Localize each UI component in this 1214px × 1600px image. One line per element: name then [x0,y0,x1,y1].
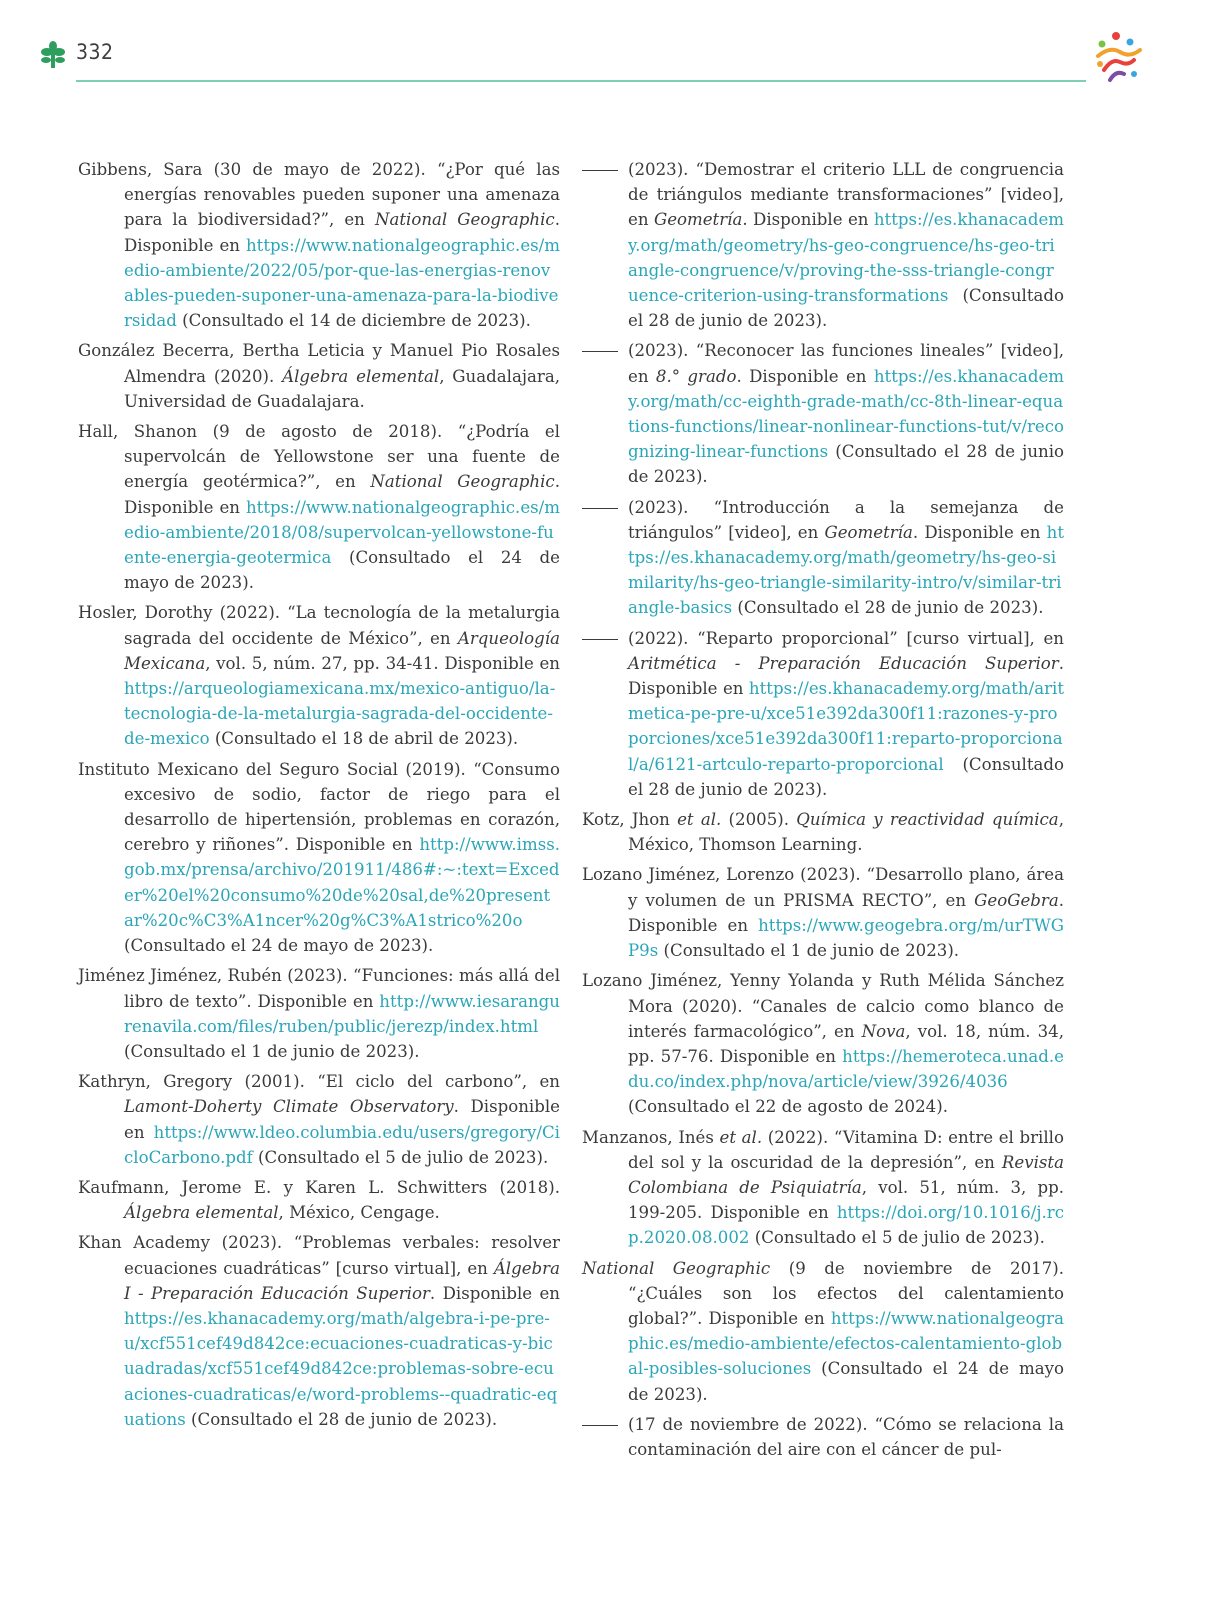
reference-entry [78,419,560,595]
plant-icon [40,40,66,70]
reference-entry [582,968,1064,1119]
ref-consulted: (Consultado el 28 de junio de 2023). [628,754,1064,799]
ref-link[interactable]: https://www.nationalgeographic.es/medio-ambiente/efectos-calentamiento-global-posibles-soluciones [628,1308,1064,1379]
ref-title: Geometría [824,522,913,542]
ref-text: . Disponible en [742,210,874,230]
ref-consulted: (Consultado el 18 de abril de 2023). [209,729,519,749]
ref-text: Lozano Jiménez, Lorenzo (2023). “Desarrollo plano, área y volumen de un PRISMA RECTO”, en [582,865,1064,910]
reference-entry [582,862,1064,963]
ref-link[interactable]: https://www.nationalgeographic.es/medio-ambiente/2018/08/supervolcan-yellowstone-fuente-energia-geotermica [124,497,560,568]
ref-text: (9 de noviembre de 2017). “¿Cuáles son los efectos del calentamiento global?”. Disponible en [628,1258,1064,1328]
ref-text: . Disponible en [912,522,1047,542]
reference-entry [582,1412,1064,1462]
ref-text: , Guadalajara, Universidad de Guadalajara. [124,366,560,411]
ref-consulted: (Consultado el 28 de junio de 2023). [185,1409,498,1429]
ref-etal: et al. [677,810,722,830]
ref-text: Kaufmann, Jerome E. y Karen L. Schwitters (2018). [78,1177,560,1197]
ref-consulted: (Consultado el 24 de mayo de 2023). [124,936,434,956]
ref-text: (2023). “Reconocer las funciones lineales” [video], en [628,341,1064,386]
ref-text: Hall, Shanon (9 de agosto de 2018). “¿Podría el supervolcán de Yellowstone ser una fuente de energía geotérmica?”, en [78,422,560,492]
reference-entry [582,338,1064,489]
ref-text: (2005). [721,810,797,830]
ref-consulted: (Consultado el 14 de diciembre de 2023). [176,311,531,331]
ref-link[interactable]: http://www.imss.gob.mx/prensa/archivo/201911/486#:~:text=Exceder%20el%20consumo%20de%20sal,de%20presentar%20c%C3%A1ncer%20g%C3%A1strico%20o [124,835,560,930]
reference-entry [582,626,1064,802]
ref-consulted: (Consultado el 1 de junio de 2023). [124,1041,420,1061]
ref-link[interactable]: https://hemeroteca.unad.edu.co/index.php/nova/article/view/3926/4036 [628,1046,1064,1092]
ref-text: , vol. 5, núm. 27, pp. 34-41. Disponible en [205,653,560,673]
ref-link[interactable]: https://arqueologiamexicana.mx/mexico-antiguo/la-tecnologia-de-la-metalurgia-sagrada-del-occidente-de-mexico [124,679,556,749]
ref-text: (17 de noviembre de 2022). “Cómo se relaciona la contaminación del aire con el cáncer de pul- [628,1414,1064,1459]
ref-text: Hosler, Dorothy (2022). “La tecnología de la metalurgia sagrada del occidente de México”, en [78,603,560,648]
ref-title: Revista Colombiana de Psiquiatría [628,1152,1064,1197]
ref-consulted: (Consultado el 28 de junio de 2023). [732,598,1044,618]
ref-title: Álgebra elemental [124,1203,279,1223]
reference-entry [582,495,1064,621]
ref-text: Lozano Jiménez, Yenny Yolanda y Ruth Mélida Sánchez Mora (2020). “Canales de calcio como blanco de interés farmacológico”, en [582,971,1064,1041]
reference-entry [582,807,1064,857]
ref-consulted: (Consultado el 24 de mayo de 2023). [628,1359,1064,1404]
ref-text: . Disponible en [124,210,560,255]
ref-text: , vol. 51, núm. 3, pp. 199-205. Disponible en [628,1177,1064,1223]
ref-title: GeoGebra [974,890,1059,910]
ref-text: (2023). “Introducción a la semejanza de triángulos” [video], en [628,497,1064,542]
ref-title: Álgebra I - Preparación Educación Superior [124,1258,560,1303]
page-number: 332 [76,40,114,64]
ref-text: . Disponible en [429,1283,560,1303]
references-right-column [582,157,1064,1467]
ref-text: . Disponible en [736,366,874,386]
ref-text: Kotz, Jhon [582,810,678,830]
ref-text: (2022). “Reparto proporcional” [curso virtual], en [628,628,1064,648]
ref-text: Instituto Mexicano del Seguro Social (2019). “Consumo excesivo de sodio, factor de riego para el desarrollo de hipertensión, problemas en corazón, cerebro y riñones”. Disponible en [78,759,560,855]
ref-title: Nova [861,1021,906,1041]
ref-link[interactable]: https://doi.org/10.1016/j.rcp.2020.08.002 [628,1203,1064,1248]
ref-title: Lamont-Doherty Climate Observatory [124,1097,454,1117]
ref-title: 8.° grado [655,366,737,386]
reference-entry [78,600,560,751]
reference-entry [78,157,560,333]
ref-text: . Disponible en [628,890,1064,935]
references-left-column [78,157,560,1437]
repeat-author-dash [582,351,618,352]
colorful-figure-logo-icon [1090,30,1146,86]
ref-text: Khan Academy (2023). “Problemas verbales: resolver ecuaciones cuadráticas” [curso virtual], en [78,1233,560,1278]
header-rule [76,80,1086,82]
ref-link[interactable]: https://es.khanacademy.org/math/cc-eighth-grade-math/cc-8th-linear-equations-functions/linear-nonlinear-functions-tut/v/recognizing-linear-functions [628,366,1065,462]
ref-text: . Disponible en [628,653,1064,699]
reference-entry [78,1069,560,1170]
ref-title: National Geographic [582,1258,771,1278]
ref-title: National Geographic [370,472,555,492]
repeat-author-dash [582,639,618,640]
reference-entry [582,157,1064,333]
ref-consulted: (Consultado el 28 de junio de 2023). [628,286,1064,331]
ref-title: Química y reactividad química [796,810,1059,830]
ref-title: Álgebra elemental [282,366,440,386]
ref-text: Manzanos, Inés [582,1127,720,1147]
ref-link[interactable]: https://www.ldeo.columbia.edu/users/gregory/CicloCarbono.pdf [124,1122,560,1167]
reference-entry [78,1230,560,1432]
page-header [0,0,1214,90]
ref-link[interactable]: https://www.nationalgeographic.es/medio-ambiente/2022/05/por-que-las-energias-renovables-pueden-suponer-una-amenaza-para-la-biodiversidad [124,235,560,331]
ref-text: . Disponible en [124,1097,560,1142]
ref-link[interactable]: https://es.khanacademy.org/math/geometry/hs-geo-similarity/hs-geo-triangle-similarity-intro/v/similar-triangle-basics [628,522,1065,618]
ref-text: , México, Thomson Learning. [628,810,1064,855]
reference-entry [78,1175,560,1225]
ref-consulted: (Consultado el 24 de mayo de 2023). [124,548,560,593]
ref-link[interactable]: https://es.khanacademy.org/math/aritmetica-pe-pre-u/xce51e392da300f11:razones-y-proporciones/xce51e392da300f11:reparto-proporcional/a/6121-artculo-reparto-proporcional [628,679,1064,774]
ref-text: . Disponible en [124,472,561,517]
ref-link[interactable]: https://www.geogebra.org/m/urTWGP9s [628,915,1064,961]
ref-text: (2023). “Demostrar el criterio LLL de congruencia de triángulos mediante transformaciones” [video], en [628,160,1064,230]
ref-text: , México, Cengage. [278,1203,440,1223]
ref-consulted: (Consultado el 22 de agosto de 2024). [628,1097,948,1117]
ref-text: Jiménez Jiménez, Rubén (2023). “Funciones: más allá del libro de texto”. Disponible en [78,966,560,1011]
ref-text: (2022). “Vitamina D: entre el brillo del sol y la oscuridad de la depresión”, en [628,1127,1064,1172]
ref-title: National Geographic [374,210,555,230]
ref-consulted: (Consultado el 5 de julio de 2023). [749,1228,1045,1248]
ref-consulted: (Consultado el 1 de junio de 2023). [658,941,960,961]
ref-title: Arqueología Mexicana [124,628,560,673]
ref-text: Kathryn, Gregory (2001). “El ciclo del carbono”, en [78,1072,560,1092]
ref-link[interactable]: http://www.iesarangurenavila.com/files/ruben/public/jerezp/index.html [124,991,560,1036]
ref-text: Gibbens, Sara (30 de mayo de 2022). “¿Por qué las energías renovables pueden suponer una amenaza para la biodiversidad?”, en [78,160,560,230]
repeat-author-dash [582,508,618,509]
ref-title: Aritmética - Preparación Educación Superior [628,653,1059,673]
reference-entry [78,963,560,1064]
reference-entry [582,1125,1064,1251]
ref-etal: et al. [719,1127,763,1147]
reference-entry [582,1256,1064,1407]
repeat-author-dash [582,1425,618,1426]
reference-entry [78,338,560,414]
repeat-author-dash [582,170,618,171]
ref-title: Geometría [653,210,743,230]
ref-text: González Becerra, Bertha Leticia y Manuel Pio Rosales Almendra (2020). [78,341,560,386]
ref-link[interactable]: https://es.khanacademy.org/math/algebra-i-pe-pre-u/xcf551cef49d842ce:ecuaciones-cuadraticas-y-bicuadradas/xcf551cef49d842ce:problemas-sobre-ecuaciones-cuadraticas/e/word-problems--quadratic-equations [124,1308,558,1429]
ref-consulted: (Consultado el 28 de junio de 2023). [628,442,1064,487]
reference-entry [78,757,560,959]
ref-text: , vol. 18, núm. 34, pp. 57-76. Disponible en [628,1021,1065,1066]
ref-link[interactable]: https://es.khanacademy.org/math/geometry/hs-geo-congruence/hs-geo-triangle-congruence/v/proving-the-sss-triangle-congruence-criterion-using-transformations [628,210,1064,306]
ref-consulted: (Consultado el 5 de julio de 2023). [252,1147,549,1167]
